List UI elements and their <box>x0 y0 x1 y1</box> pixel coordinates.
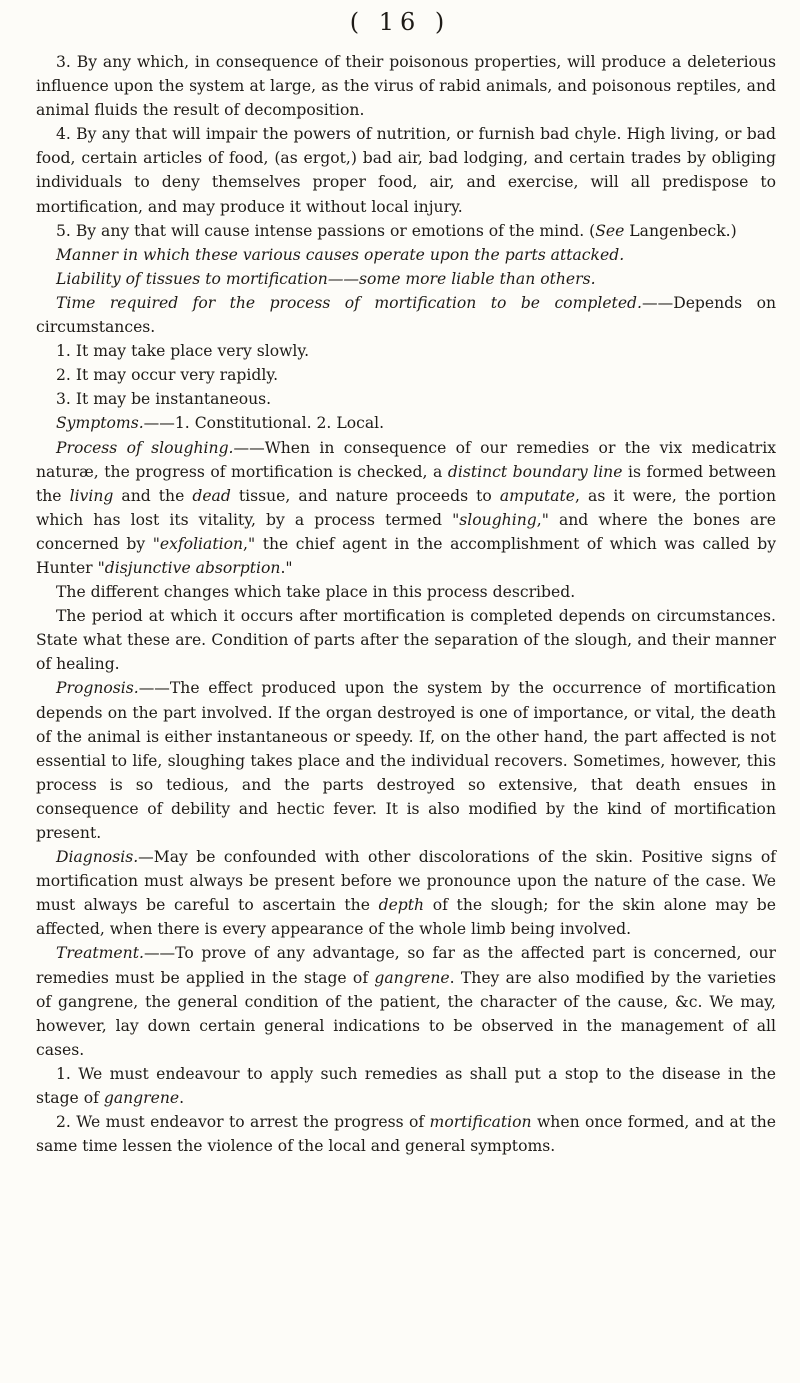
paragraph-prognosis <box>36 676 776 845</box>
text-run: 3. By any which, in consequence of their poisonous properties, will produce a deleterious influence upon the system at large, as the virus of rabid animals, and poisonous reptiles, and animal fluids the result of decomposition. <box>36 53 776 120</box>
italic-text: living <box>69 486 114 505</box>
paragraph-time-1 <box>36 339 776 363</box>
italic-text: exfoliation <box>159 534 244 553</box>
text-run: . <box>179 1089 185 1108</box>
text-run: 1. It may take place very slowly. <box>56 342 310 361</box>
italic-text: Liability of tissues to mortification——some more liable than others. <box>56 269 596 288</box>
paragraph-manner-heading <box>36 243 776 267</box>
paragraph-liability-heading <box>36 267 776 291</box>
text-run: ——Depends on circumstances. <box>36 293 777 337</box>
text-run: ——When in consequence of our remedies or the vix medicatrix naturæ, the progress of mortification is checked, a <box>36 438 776 481</box>
paragraph-treatment-1 <box>36 1062 776 1110</box>
italic-text: distinct boundary line <box>447 462 623 481</box>
paragraph-time-3 <box>36 387 776 411</box>
text-run: 2. We must endeavor to arrest the progress of <box>56 1113 430 1132</box>
text-run: —May be confounded with other discolorations of the skin. Positive signs of mortification must always be present before we pronounce upon the nature of the case. We must always be careful to ascertain the <box>36 848 776 915</box>
text-run: of the slough; for the skin alone may be affected, when there is every appearance of the whole limb being involved. <box>36 896 776 939</box>
paragraph-time-2 <box>36 363 776 387</box>
italic-text: Time required for the process of mortification to be completed. <box>56 293 642 312</box>
paragraph-symptoms <box>36 411 776 435</box>
italic-text: gangrene <box>374 968 450 987</box>
text-run: ," the chief agent in the accomplishment of which was called by Hunter " <box>36 534 777 577</box>
paragraph-time-required <box>36 291 776 339</box>
text-run: The period at which it occurs after mortification is completed depends on circumstances. State what these are. Condition of parts after the separation of the slough, and their manner of healing. <box>36 607 776 674</box>
italic-text: disjunctive absorption <box>104 558 281 577</box>
text-run: 5. By any that will cause intense passions or emotions of the mind. ( <box>56 221 596 240</box>
italic-text: Diagnosis. <box>56 848 139 867</box>
text-run: tissue, and nature proceeds to <box>230 486 500 505</box>
text-run: ." <box>280 558 293 577</box>
paragraph-diagnosis <box>36 845 776 941</box>
text-run: 4. By any that will impair the powers of nutrition, or furnish bad chyle. High living, or bad food, certain articles of food, (as ergot,) bad air, bad lodging, and certain trades by obliging individuals to deny themselves proper food, air, and exercise, will all predispose to mortification, and may produce it without local injury. <box>36 125 776 216</box>
italic-text: Manner in which these various causes operate upon the parts attacked. <box>56 245 625 264</box>
paragraph-treatment-2 <box>36 1110 776 1158</box>
page-number: ( 16 ) <box>349 8 451 36</box>
italic-text: Symptoms. <box>56 414 144 433</box>
text-run: . They are also modified by the varieties of gangrene, the general condition of the patient, the character of the cause, &c. We may, however, lay down certain general indications to be observed in the management of all cases. <box>36 968 777 1059</box>
paragraph-changes <box>36 580 776 604</box>
text-run: 3. It may be instantaneous. <box>56 390 272 409</box>
text-run: ——To prove of any advantage, so far as the affected part is concerned, our remedies must be applied in the stage of <box>36 944 776 987</box>
italic-text: depth <box>378 896 425 915</box>
italic-text: gangrene <box>103 1089 180 1108</box>
text-run: 1. We must endeavour to apply such remedies as shall put a stop to the disease in the stage of <box>36 1064 776 1108</box>
italic-text: Treatment. <box>56 944 144 963</box>
italic-text: dead <box>192 486 231 505</box>
text-run: when once formed, and at the same time lessen the violence of the local and general symptoms. <box>36 1113 776 1156</box>
italic-text: See <box>595 221 625 240</box>
text-run: 2. It may occur very rapidly. <box>56 366 279 385</box>
paragraph-process-of-sloughing <box>36 436 776 581</box>
text-run: ——1. Constitutional. 2. Local. <box>143 414 385 433</box>
text-run: Langenbeck.) <box>624 221 737 240</box>
text-run: and the <box>113 486 193 505</box>
italic-text: amputate <box>499 486 576 505</box>
italic-text: Prognosis. <box>56 679 139 698</box>
italic-text: mortification <box>429 1113 532 1132</box>
paragraph-treatment <box>36 941 776 1061</box>
paragraph-cause-4 <box>36 122 776 218</box>
text-run: , as it were, the portion which has lost its vitality, by a process termed " <box>36 486 776 529</box>
text-run: ," and where the bones are concerned by " <box>36 510 776 553</box>
paragraph-cause-5 <box>36 219 776 243</box>
paragraph-period <box>36 604 776 676</box>
italic-text: Process of sloughing. <box>56 438 234 457</box>
body-text <box>36 50 776 1158</box>
italic-text: sloughing <box>459 510 537 529</box>
text-run: The different changes which take place in this process described. <box>56 583 576 602</box>
paragraph-cause-3 <box>36 50 776 122</box>
text-run: is formed between the <box>36 462 776 505</box>
text-run: ——The effect produced upon the system by the occurrence of mortification depends on the part involved. If the organ destroyed is one of importance, or vital, the death of the animal is either instantaneous or speedy. If, on the other hand, the part affected is not essential to life, sloughing takes place and the individual recovers. Sometimes, however, this process is so tedious, and the parts destroyed so extensive, that death ensues in consequence of debility and hectic fever. It is also modified by the kind of mortification present. <box>36 679 776 842</box>
